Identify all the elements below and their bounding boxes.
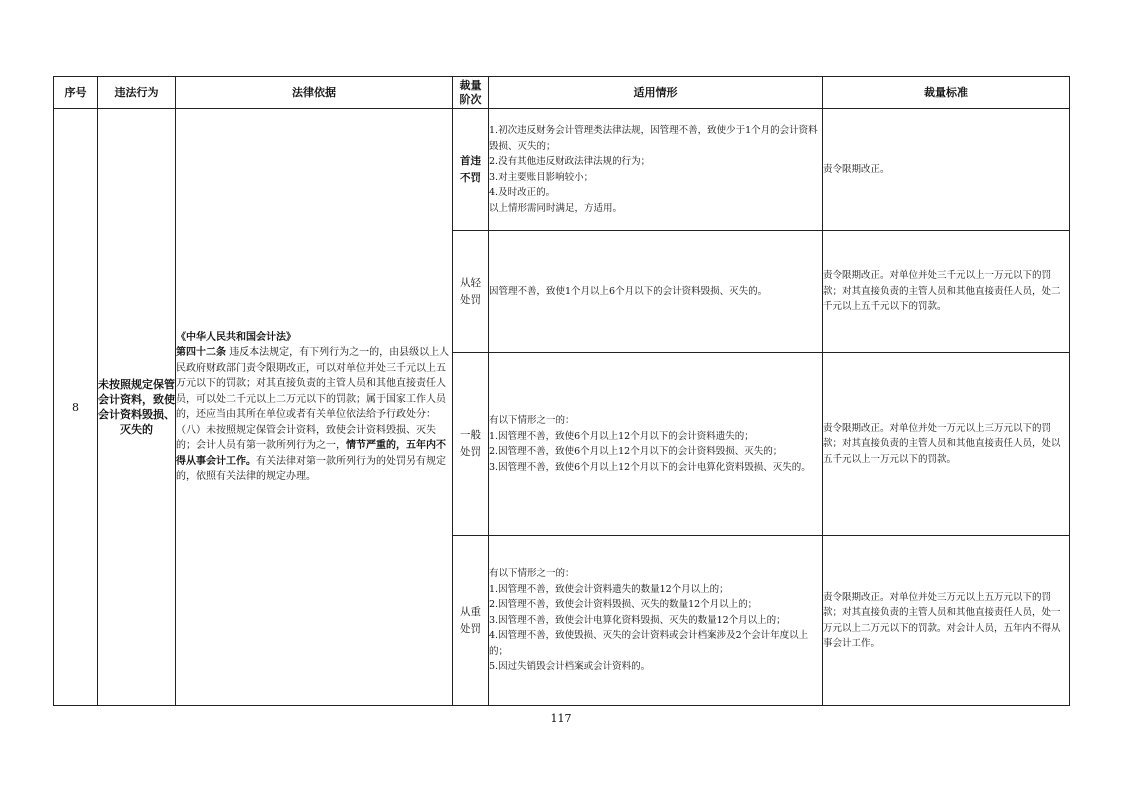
row-seq: 8 bbox=[54, 109, 98, 706]
law-text-part1: 违反本法规定，有下列行为之一的，由县级以上人民政府财政部门责令限期改正，可以对单位并处三千元以上五万元以下的罚款；对其直接负责的主管人员和其他直接责任人员，可以处二千元以上二万元以下的罚款；属于国家工作人员的，还应当由其所在单位或者有关单位依法给予行政处分：（八）未按照规定保管会计资料，致使会计资料毁损、灭失的；会计人员有第一款所列行为之一， bbox=[176, 347, 450, 451]
law-text-bold: 情节严重的，五年内不得从事会计工作。 bbox=[176, 440, 446, 467]
header-seq: 序号 bbox=[54, 77, 98, 109]
level-first-offense bbox=[453, 109, 489, 231]
level-line2: 不罚 bbox=[460, 171, 481, 184]
header-violation: 违法行为 bbox=[98, 77, 176, 109]
standard-general: 责令限期改正。对单位并处一万元以上三万元以下的罚款；对其直接负责的主管人员和其他直接责任人员，处以五千元以上一万元以下的罚款。 bbox=[823, 353, 1070, 536]
table-header-row bbox=[54, 77, 1070, 109]
condition-item: 4.及时改正的。 bbox=[489, 187, 556, 198]
level-line2: 处罚 bbox=[460, 446, 481, 458]
page-number: 117 bbox=[550, 712, 572, 725]
conditions-lenient bbox=[489, 231, 823, 353]
conditions-general bbox=[489, 353, 823, 536]
row-legal-basis bbox=[176, 109, 453, 706]
condition-item: 2.因管理不善，致使6个月以上12个月以下的会计资料毁损、灭失的； bbox=[489, 446, 783, 457]
condition-item: 5.因过失销毁会计档案或会计资料的。 bbox=[489, 661, 651, 673]
header-level-line2: 阶次 bbox=[459, 92, 482, 106]
level-line1: 从轻 bbox=[460, 276, 481, 289]
header-standard: 裁量标准 bbox=[823, 77, 1070, 109]
condition-item: 4.因管理不善，致使毁损、灭失的会计资料或会计档案涉及2个会计年度以上的； bbox=[489, 630, 809, 657]
table-row bbox=[54, 109, 1070, 231]
conditions-first-offense bbox=[489, 109, 823, 231]
standard-severe: 责令限期改正。对单位并处三万元以上五万元以下的罚款；对其直接负责的主管人员和其他直接责任人员，处一万元以上二万元以下的罚款。对会计人员，五年内不得从事会计工作。 bbox=[823, 536, 1070, 706]
level-line1: 从重 bbox=[460, 605, 481, 618]
header-circumstances: 适用情形 bbox=[489, 77, 823, 109]
law-article bbox=[176, 345, 452, 485]
row-violation: 未按照规定保管会计资料，致使会计资料毁损、灭失的 bbox=[98, 109, 176, 706]
law-title: 《中华人民共和国会计法》 bbox=[176, 331, 296, 343]
condition-item: 3.因管理不善，致使会计电算化资料毁损、灭失的数量12个月以上的； bbox=[489, 614, 786, 626]
condition-item: 3.因管理不善，致使6个月以上12个月以下的会计电算化资料毁损、灭失的。 bbox=[489, 461, 811, 473]
header-legal-basis: 法律依据 bbox=[176, 77, 453, 109]
condition-item: 1.因管理不善，致使6个月以上12个月以下的会计资料遗失的； bbox=[489, 430, 754, 442]
condition-item: 有以下情形之一的： bbox=[489, 415, 575, 426]
standard-lenient: 责令限期改正。对单位并处三千元以上一万元以下的罚款；对其直接负责的主管人员和其他直接责任人员，处二千元以上五千元以下的罚款。 bbox=[823, 231, 1070, 353]
law-text-part2: 有关法律对第一款所列行为的处罚另有规定的，依照有关法律的规定办理。 bbox=[176, 455, 446, 482]
header-level bbox=[453, 77, 489, 109]
condition-item: 1.因管理不善，致使会计资料遗失的数量12个月以上的； bbox=[489, 583, 729, 595]
standard-first-offense: 责令限期改正。 bbox=[823, 109, 1070, 231]
law-article-label: 第四十二条 bbox=[176, 347, 226, 358]
level-line2: 处罚 bbox=[460, 293, 481, 306]
level-line1: 首违 bbox=[460, 154, 481, 167]
condition-item: 以上情形需同时满足，方适用。 bbox=[489, 202, 623, 214]
condition-item: 1.初次违反财务会计管理类法律法规，因管理不善，致使少于1个月的会计资料毁损、灭失的； bbox=[489, 125, 818, 152]
condition-item: 3.对主要账目影响较小； bbox=[489, 171, 594, 183]
penalty-table bbox=[53, 76, 1070, 706]
condition-item: 有以下情形之一的： bbox=[489, 568, 575, 580]
level-severe bbox=[453, 536, 489, 706]
level-line2: 处罚 bbox=[460, 622, 481, 635]
level-line1: 一般 bbox=[460, 429, 481, 441]
condition-item: 2.没有其他违反财政法律法规的行为； bbox=[489, 156, 651, 167]
condition-item: 2.因管理不善，致使会计资料毁损、灭失的数量12个月以上的； bbox=[489, 599, 758, 611]
level-general bbox=[453, 353, 489, 536]
header-level-line1: 裁量 bbox=[459, 78, 482, 92]
level-lenient bbox=[453, 231, 489, 353]
condition-item: 因管理不善，致使1个月以上6个月以下的会计资料毁损、灭失的。 bbox=[489, 285, 768, 297]
conditions-severe bbox=[489, 536, 823, 706]
